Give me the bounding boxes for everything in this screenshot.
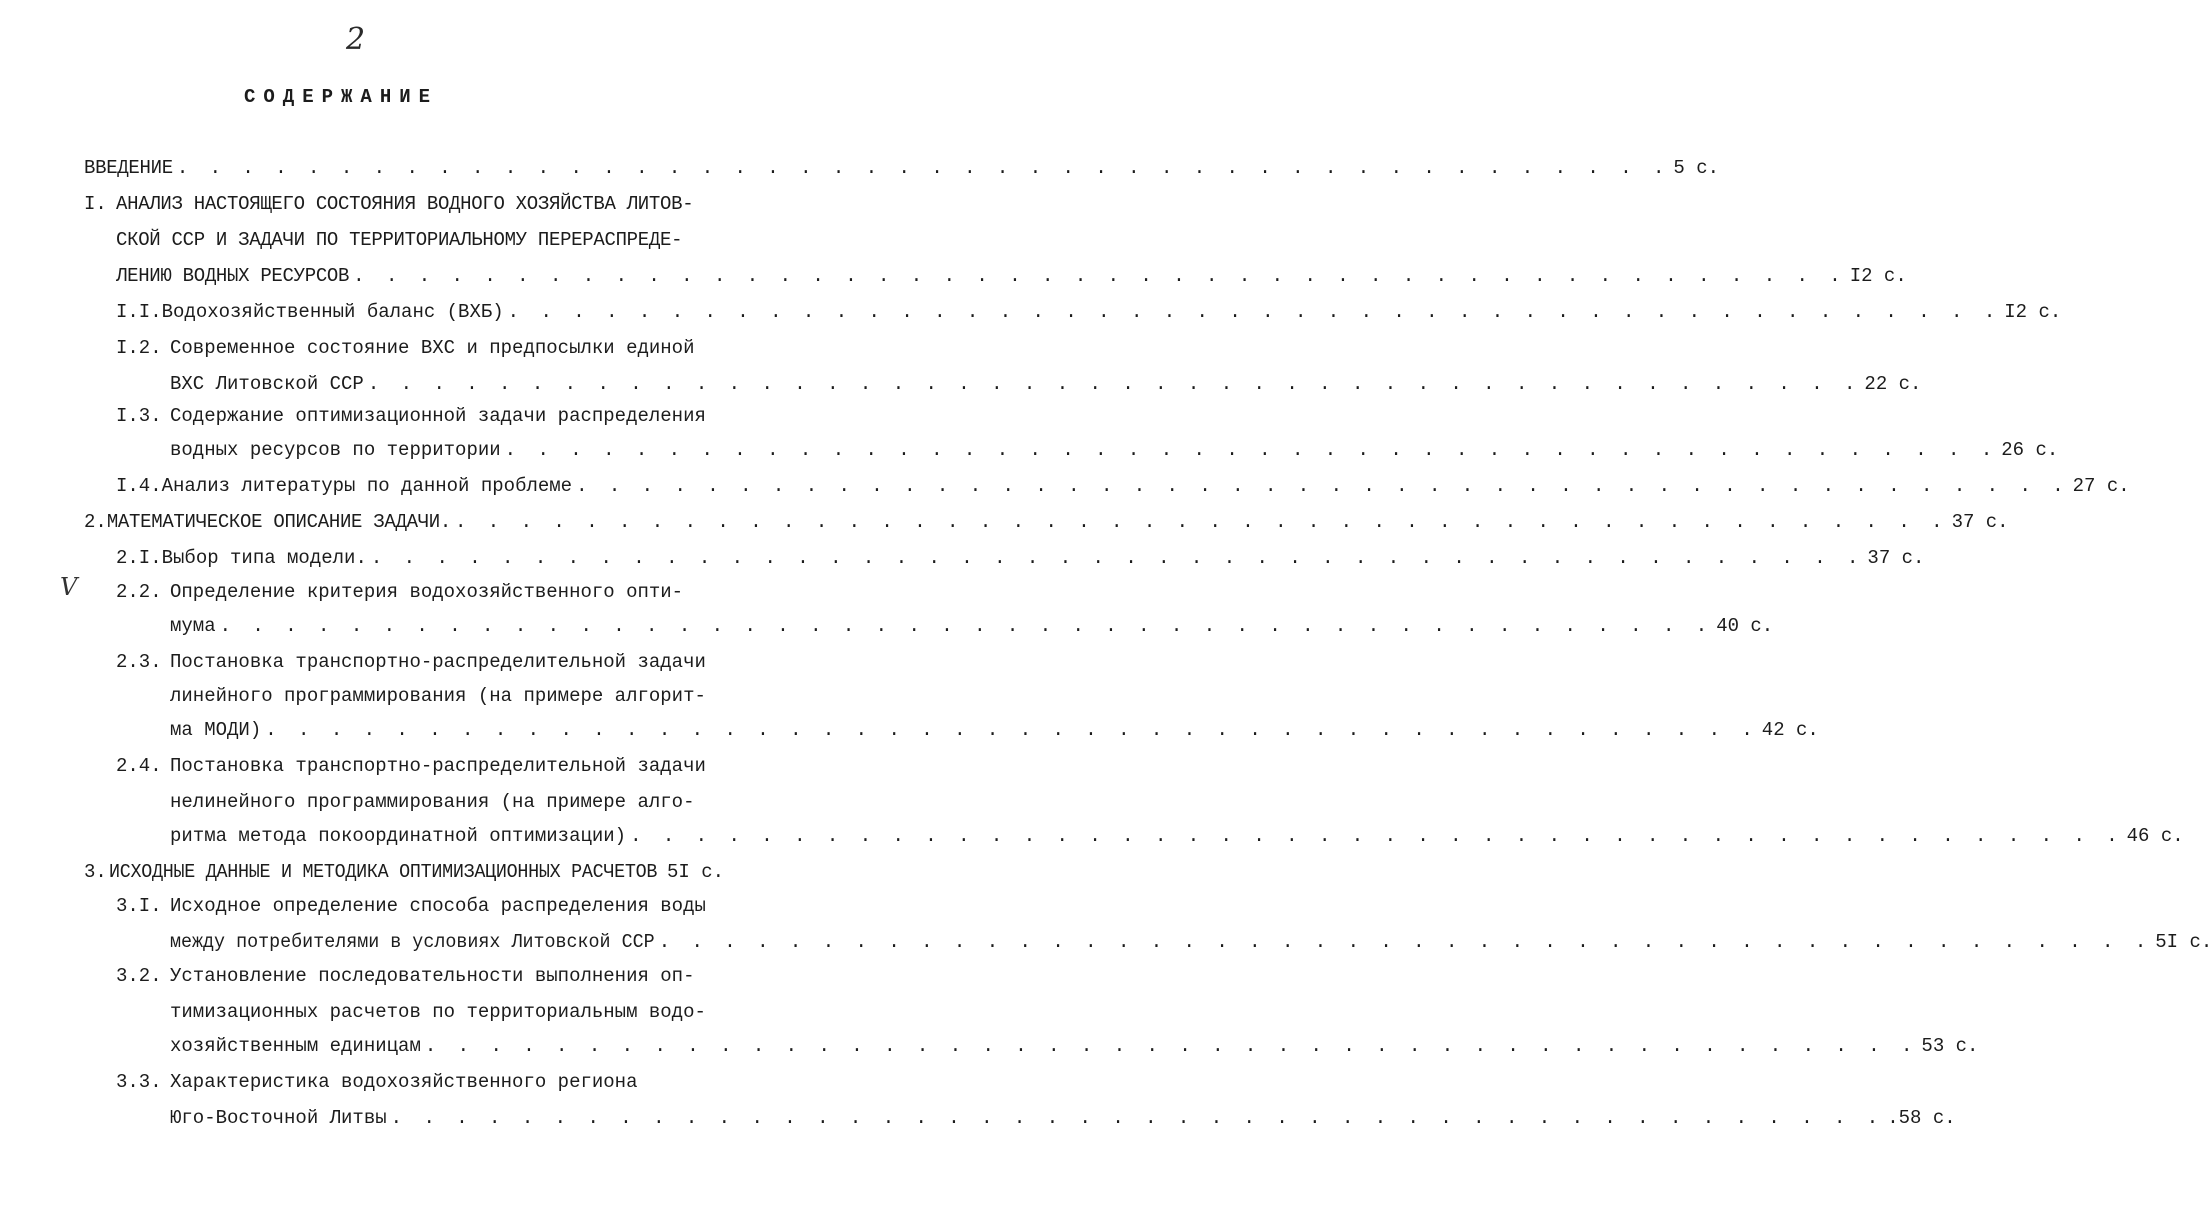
toc-text: тимизационных расчетов по территориальным водо- [170, 1001, 706, 1023]
toc-page: 40 с. [1716, 615, 1774, 637]
toc-text: Содержание оптимизационной задачи распределения [170, 405, 706, 427]
toc-entry-s3-2-line2 [170, 994, 706, 1030]
toc-entry-s1-4 [116, 468, 2130, 504]
toc-number: I.4. [116, 475, 162, 497]
toc-entry-s3-1-line2 [170, 924, 2212, 960]
dot-leader: . . . . . . . . . . . . . . . . . . . . . . . . . . . . . . . . . . . . . . . . . . . . . . [576, 475, 2069, 497]
toc-page: 37 с. [1867, 547, 1925, 569]
dot-leader: . . . . . . . . . . . . . . . . . . . . . . . . . . . . . . . . . . . . . . . . . . . . . . [176, 157, 1670, 179]
dot-leader: . . . . . . . . . . . . . . . . . . . . . . . . . . . . . . . . . . . . . . . . . . . . . . [353, 265, 1846, 287]
toc-text: хозяйственным единицам [170, 1035, 421, 1057]
toc-text: ВВЕДЕНИЕ [84, 157, 173, 179]
toc-entry-s1-1 [116, 294, 2062, 330]
toc-page: 5 с. [1673, 157, 1720, 179]
dot-leader: . . . . . . . . . . . . . . . . . . . . . . . . . . . . . . . . . . . . . . . . . . . . . . [504, 439, 1998, 461]
toc-number: I.2. [116, 337, 162, 359]
toc-entry-s2-2-line1 [116, 574, 683, 610]
toc-text: Характеристика водохозяйственного региона [170, 1071, 638, 1093]
toc-text: МАТЕМАТИЧЕСКОЕ ОПИСАНИЕ ЗАДАЧИ. [106, 511, 451, 533]
page-number: 2 [346, 22, 366, 57]
toc-text: Исходное определение способа распределения воды [170, 895, 706, 917]
toc-text: ма МОДИ) [170, 719, 262, 741]
toc-entry-s3-3-line1 [116, 1064, 637, 1100]
toc-number: I.3. [116, 405, 162, 427]
dot-leader: . . . . . . . . . . . . . . . . . . . . . . . . . . . . . . . . . . . . . . . . . . . . . . [630, 825, 2123, 847]
toc-text: нелинейного программирования (на примере алго- [170, 791, 695, 813]
toc-text: между потребителями в условиях Литовской ССР [170, 931, 655, 953]
toc-page: .58 с. [1887, 1107, 1956, 1129]
toc-entry-s1-3-line1 [116, 398, 706, 434]
toc-text: Водохозяйственный баланс (ВХБ) [161, 301, 504, 323]
toc-entry-s1-3-line2 [170, 432, 2059, 468]
toc-number: 3.2. [116, 965, 162, 987]
toc-text: ИСХОДНЫЕ ДАННЫЕ И МЕТОДИКА ОПТИМИЗАЦИОННЫХ РАСЧЕТОВ [108, 861, 657, 883]
toc-text: Современное состояние ВХС и предпосылки единой [170, 337, 695, 359]
toc-entry-s1-line1 [84, 186, 693, 222]
toc-text: Определение критерия водохозяйственного опти- [170, 581, 684, 603]
toc-entry-s2-4-line3 [170, 818, 2184, 854]
toc-number: 3.3. [116, 1071, 162, 1093]
toc-entry-s2-4-line1 [116, 748, 706, 784]
toc-page: I2 с. [2004, 301, 2062, 323]
toc-page: 22 с. [1864, 373, 1922, 395]
dot-leader: . . . . . . . . . . . . . . . . . . . . . . . . . . . . . . . . . . . . . . . . . . . . . . [658, 931, 2152, 953]
toc-number: I.I. [116, 301, 162, 323]
toc-entry-s3-2-line3 [170, 1028, 1979, 1064]
toc-page: 5I с. [2155, 931, 2212, 953]
toc-text: ритма метода покоординатной оптимизации) [170, 825, 627, 847]
toc-text: Постановка транспортно-распределительной задачи [170, 755, 706, 777]
toc-text: ВХС Литовской ССР [170, 373, 364, 395]
toc-entry-s1-line2 [116, 222, 682, 258]
page-title: СОДЕРЖАНИЕ [244, 86, 439, 108]
margin-check-mark: V [60, 573, 78, 601]
dot-leader: . . . . . . . . . . . . . . . . . . . . . . . . . . . . . . . . . . . . . . . . . . . . . . [219, 615, 1713, 637]
toc-number: 2. [84, 511, 107, 533]
toc-text: линейного программирования (на примере алгорит- [170, 685, 706, 707]
toc-text: ЛЕНИЮ ВОДНЫХ РЕСУРСОВ [116, 265, 350, 287]
toc-page: 42 с. [1761, 719, 1819, 741]
toc-entry-s3-3-line2 [170, 1100, 1956, 1136]
dot-leader: . . . . . . . . . . . . . . . . . . . . . . . . . . . . . . . . . . . . . . . . . . . . . . [454, 511, 1948, 533]
toc-page: 53 с. [1921, 1035, 1979, 1057]
toc-number: 2.2. [116, 581, 162, 603]
toc-text: АНАЛИЗ НАСТОЯЩЕГО СОСТОЯНИЯ ВОДНОГО ХОЗЯЙСТВА ЛИТОВ- [116, 193, 694, 215]
toc-entry-s2-1 [116, 540, 1925, 576]
toc-text: Установление последовательности выполнения оп- [170, 965, 695, 987]
toc-text: СКОЙ ССР И ЗАДАЧИ ПО ТЕРРИТОРИАЛЬНОМУ ПЕРЕРАСПРЕДЕ- [116, 229, 683, 251]
toc-entry-s3 [84, 854, 724, 890]
toc-text: Анализ литературы по данной проблеме [161, 475, 573, 497]
dot-leader: . . . . . . . . . . . . . . . . . . . . . . . . . . . . . . . . . . . . . . . . . . . . . . [367, 373, 1861, 395]
toc-text: Юго-Восточной Литвы [170, 1107, 387, 1129]
toc-entry-s2-3-line3 [170, 712, 1819, 748]
toc-number: 2.3. [116, 651, 162, 673]
toc-page: 26 с. [2001, 439, 2059, 461]
toc-page: 27 с. [2072, 475, 2130, 497]
toc-page: 5I с. [666, 861, 724, 883]
toc-entry-s3-1-line1 [116, 888, 706, 924]
dot-leader: . . . . . . . . . . . . . . . . . . . . . . . . . . . . . . . . . . . . . . . . . . . . . . [390, 1107, 1884, 1129]
toc-entry-s2-3-line1 [116, 644, 706, 680]
dot-leader: . . . . . . . . . . . . . . . . . . . . . . . . . . . . . . . . . . . . . . . . . . . . . . [424, 1035, 1918, 1057]
toc-text: Выбор типа модели. [161, 547, 367, 569]
toc-entry-s2-4-line2 [170, 784, 695, 820]
toc-entry-s3-2-line1 [116, 958, 695, 994]
toc-entry-s2-3-line2 [170, 678, 706, 714]
toc-entry-s2 [84, 504, 2009, 540]
toc-text: мума [170, 615, 216, 637]
toc-entry-intro [84, 150, 1720, 186]
toc-entry-s1-2-line1 [116, 330, 695, 366]
dot-leader: . . . . . . . . . . . . . . . . . . . . . . . . . . . . . . . . . . . . . . . . . . . . . . [370, 547, 1864, 569]
toc-page: 37 с. [1951, 511, 2009, 533]
toc-number: I. [84, 193, 107, 215]
toc-number: 2.I. [116, 547, 162, 569]
dot-leader: . . . . . . . . . . . . . . . . . . . . . . . . . . . . . . . . . . . . . . . . . . . . . . [507, 301, 2001, 323]
toc-page: I2 с. [1849, 265, 1907, 287]
toc-number: 2.4. [116, 755, 162, 777]
toc-text: Постановка транспортно-распределительной задачи [170, 651, 706, 673]
toc-number: 3.I. [116, 895, 162, 917]
toc-entry-s1-line3 [116, 258, 1907, 294]
toc-page: 46 с. [2126, 825, 2184, 847]
toc-entry-s1-2-line2 [170, 366, 1922, 402]
toc-text: водных ресурсов по территории [170, 439, 501, 461]
toc-entry-s2-2-line2 [170, 608, 1774, 644]
toc-number: 3. [84, 861, 107, 883]
dot-leader: . . . . . . . . . . . . . . . . . . . . . . . . . . . . . . . . . . . . . . . . . . . . . . [265, 719, 1758, 741]
